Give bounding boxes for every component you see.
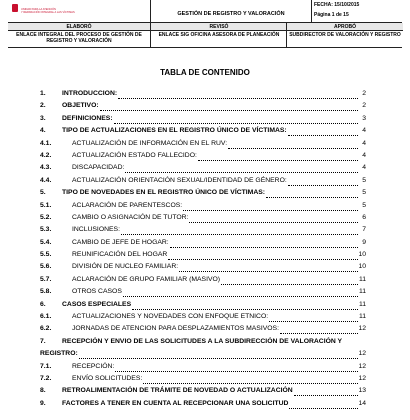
toc-leader-dots [79,350,358,359]
toc-entry-number: 6.2. [40,325,52,333]
toc-leader-dots [266,189,358,198]
toc-entry-page: 11 [358,288,366,296]
toc-entry-label[interactable]: ACLARACIÓN DE PARENTESCOS: [72,201,183,209]
unidad-victimas-logo [12,4,18,12]
toc-entry[interactable] [0,202,410,214]
toc-entry-label[interactable]: ACLARACIÓN DE GRUPO FAMILIAR (MASIVO) [72,275,221,283]
toc-entry[interactable] [0,214,410,226]
toc-leader-dots [132,301,358,310]
toc-entry[interactable] [0,387,410,399]
toc-entry-label[interactable]: DEFINICIONES: [62,114,113,122]
logo-cell [8,0,151,22]
toc-entry-page: 5 [362,176,366,184]
reviso-heading: REVISÓ [151,23,287,31]
toc-entry-label[interactable]: TIPO DE ACTUALIZACIONES EN EL REGISTRO ÚNICO DE VÍCTIMAS: [62,127,287,135]
table-of-contents [0,90,410,412]
toc-leader-dots [143,375,358,384]
toc-leader-dots [289,400,358,409]
toc-entry[interactable] [0,164,410,176]
aprobo-heading: APROBÓ [287,23,403,31]
toc-entry-number: 5.8. [40,288,52,296]
process-title-cell [151,0,312,22]
toc-entry[interactable] [0,152,410,164]
toc-leader-dots [288,177,358,186]
toc-leader-dots [198,152,358,161]
toc-entry-label[interactable]: JORNADAS DE ATENCION PARA DESPLAZAMIENTOS MASIVOS: [72,325,279,333]
toc-entry-label[interactable]: ACTUALIZACIÓN ORIENTACIÓN SEXUAL/IDENTIDAD DE GÉNERO: [72,176,287,184]
page-indicator: Página 1 de 15 [314,12,349,18]
toc-title: TABLA DE CONTENIDO [160,68,250,77]
toc-entry-page: 5 [362,189,366,197]
toc-entry-label[interactable]: INCLUSIONES: [72,226,120,234]
toc-entry[interactable] [0,140,410,152]
toc-entry[interactable] [0,177,410,189]
toc-entry[interactable] [0,313,410,325]
toc-entry[interactable] [0,239,410,251]
toc-leader-dots [125,164,358,173]
toc-entry-page: 12 [358,325,366,333]
toc-entry-number: 5.7. [40,275,52,283]
toc-entry-page: 13 [358,387,366,395]
toc-entry-continuation[interactable] [0,350,410,362]
toc-entry-page: 4 [362,151,366,159]
toc-entry-label[interactable]: CAMBIO DE JEFE DE HOGAR: [72,238,169,246]
toc-entry-number: 5.4. [40,238,52,246]
elaboro-column [8,23,150,47]
toc-entry[interactable] [0,127,410,139]
toc-entry-number: 8. [40,387,46,395]
toc-leader-dots [121,226,358,235]
toc-entry-page: 10 [358,263,366,271]
toc-entry[interactable] [0,115,410,127]
toc-entry-page: 12 [358,374,366,382]
toc-entry-number: 4. [40,127,46,135]
toc-leader-dots [183,202,358,211]
toc-leader-dots [114,115,358,124]
toc-entry-label[interactable]: OTROS CASOS [72,288,122,296]
toc-entry-number: 4.1. [40,139,52,147]
toc-entry-page: 12 [358,362,366,370]
toc-entry-label[interactable]: DIVISIÓN DE NUCLEO FAMILIAR: [72,263,179,271]
toc-entry-page: 6 [362,213,366,221]
toc-entry[interactable] [0,102,410,114]
toc-entry-page: 10 [358,251,366,259]
document-date: FECHA: 15/10/2015 [314,2,360,8]
toc-entry-label[interactable]: REUNIFICACIÓN DEL HOGAR [72,251,168,259]
toc-entry-page: 11 [358,300,366,308]
toc-entry-page: 5 [362,201,366,209]
toc-entry[interactable] [0,263,410,275]
toc-leader-dots [228,140,358,149]
toc-entry[interactable] [0,276,410,288]
toc-entry[interactable] [0,90,410,102]
toc-entry-number: 7.2. [40,374,52,382]
document-header [8,0,402,44]
toc-entry-label[interactable]: RECEPCIÓN Y ENVIO DE LAS SOLICITUDES A LA SUBDIRECCIÓN DE VALORACIÓN Y [62,337,343,345]
toc-entry-label[interactable]: RETROALIMENTACIÓN DE TRÁMITE DE NOVEDAD O ACTUALIZACIÓN [62,387,293,395]
toc-entry[interactable] [0,251,410,263]
toc-entry-label[interactable]: ENVÍO SOLICITUDES: [72,374,143,382]
logo-text-line-2: Y REPARACIÓN INTEGRAL A LAS VÍCTIMAS [21,11,75,14]
toc-entry-page: 7 [362,226,366,234]
aprobo-value: SUBDIRECTOR DE VALORACIÓN Y REGISTRO [289,32,401,38]
toc-leader-dots [170,239,358,248]
toc-entry[interactable] [0,288,410,300]
toc-leader-dots [221,276,358,285]
toc-entry[interactable] [0,338,410,350]
toc-entry-page: 4 [362,139,366,147]
toc-entry-number: 4.4. [40,176,52,184]
toc-entry-number: 1. [40,90,46,97]
toc-leader-dots [179,263,358,272]
toc-entry[interactable] [0,400,410,412]
toc-entry-label[interactable]: INTRODUCCION: [62,90,118,97]
toc-entry-number: 6. [40,300,46,308]
toc-entry[interactable] [0,301,410,313]
toc-entry-number: 5.1. [40,201,52,209]
toc-entry-label[interactable]: RECEPCIÓN: [72,362,115,370]
toc-entry-label[interactable]: CAMBIO O ASIGNACIÓN DE TUTOR: [72,213,189,221]
approval-row [8,23,402,47]
toc-leader-dots [115,363,358,372]
toc-entry-number: 5.6. [40,263,52,271]
toc-leader-dots [123,288,358,297]
aprobo-column [286,23,403,47]
toc-entry-page: 2 [362,90,366,97]
toc-entry-label[interactable]: CASOS ESPECIALES [62,300,132,308]
toc-entry-label[interactable]: DISCAPACIDAD: [72,164,125,172]
toc-leader-dots [118,90,358,99]
toc-entry-label[interactable]: ACTUALIZACIONES Y NOVEDADES CON ENFOQUE ETNICO: [72,313,269,321]
toc-entry-page: 3 [362,114,366,122]
toc-entry-number: 7. [40,337,46,345]
toc-entry-number: 5. [40,189,46,197]
toc-entry-number: 4.2. [40,151,52,159]
toc-entry[interactable] [0,363,410,375]
toc-entry-label[interactable]: FACTORES A TENER EN CUENTA AL RECEPCIONAR UNA SOLICITUD [62,399,289,407]
toc-entry-label[interactable]: TIPO DE NOVEDADES EN EL REGISTRO ÚNICO DE VÍCTIMAS: [62,189,266,197]
toc-leader-dots [168,251,358,260]
toc-entry-number: 4.3. [40,164,52,172]
elaboro-value: ENLACE INTEGRAL DEL PROCESO DE GESTIÓN DE REGISTRO Y VALORACIÓN [16,32,142,44]
toc-entry-page: 9 [362,238,366,246]
toc-leader-dots [280,325,358,334]
toc-entry-page: 2 [362,102,366,110]
toc-entry[interactable] [0,325,410,337]
header-bottom-border [8,47,402,48]
toc-entry-page: 12 [358,350,366,358]
reviso-column [150,23,287,47]
toc-leader-dots [100,102,358,111]
toc-entry-number: 3. [40,114,46,122]
reviso-value: ENLACE SIG OFICINA ASESORA DE PLANEACIÓN [158,32,280,38]
toc-leader-dots [269,313,358,322]
toc-entry-label[interactable]: OBJETIVO: [62,102,99,110]
toc-leader-dots [294,387,358,396]
toc-entry-page: 11 [358,313,366,321]
toc-entry-number: 7.1. [40,362,52,370]
date-page-cell [314,0,402,22]
toc-entry-number: 2. [40,102,46,110]
toc-entry-page: 14 [358,399,366,407]
toc-leader-dots [189,214,358,223]
toc-entry[interactable] [0,375,410,387]
toc-entry-page: 11 [358,275,366,283]
toc-entry-number: 5.2. [40,213,52,221]
process-title: GESTIÓN DE REGISTRO Y VALORACIÓN [177,11,285,17]
toc-entry-page: 4 [362,127,366,135]
toc-entry-label-continued[interactable]: REGISTRO: [40,350,78,358]
toc-entry-label[interactable]: ACTUALIZACIÓN DE INFORMACIÓN EN EL RUV: [72,139,228,147]
toc-entry-number: 5.5. [40,251,52,259]
elaboro-heading: ELABORÓ [8,23,150,31]
toc-entry-label[interactable]: ACTUALIZACIÓN ESTADO FALLECIDO: [72,151,197,159]
toc-entry[interactable] [0,226,410,238]
toc-entry[interactable] [0,189,410,201]
toc-entry-number: 5.3. [40,226,52,234]
toc-leader-dots [288,127,358,136]
toc-entry-number: 9. [40,399,46,407]
logo-text-line-1: UNIDAD PARA LA ATENCIÓN [21,8,56,11]
toc-entry-page: 4 [362,164,366,172]
toc-entry-number: 6.1. [40,313,52,321]
